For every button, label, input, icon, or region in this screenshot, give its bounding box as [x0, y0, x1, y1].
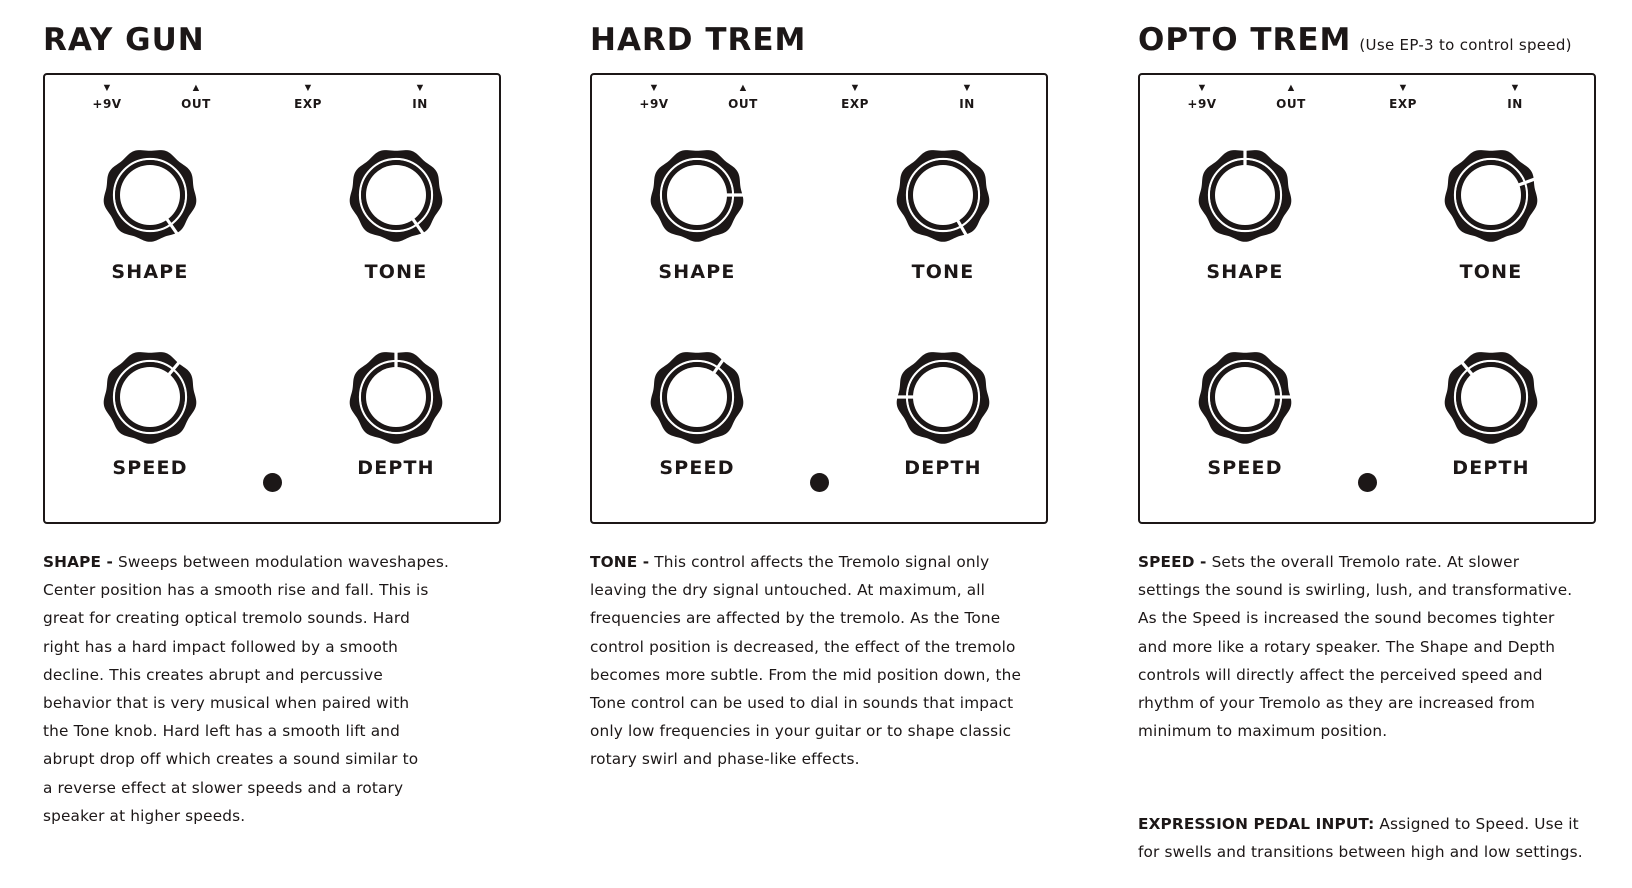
tone-description	[590, 548, 1065, 774]
tone-knob[interactable]	[348, 147, 444, 243]
knob-cap	[667, 367, 727, 427]
shape-knob[interactable]	[649, 147, 745, 243]
description-text: Sweeps between modulation waveshapes.	[113, 553, 449, 571]
jack-power[interactable]	[1172, 81, 1232, 111]
description-line	[43, 717, 518, 745]
description-text: great for creating optical tremolo sounds. Hard	[43, 609, 410, 628]
description-line	[43, 633, 518, 661]
description-line	[43, 745, 518, 773]
description-text: speaker at higher speeds.	[43, 806, 246, 825]
jack-arrow-icon: ▼	[302, 82, 314, 94]
pedal-title: OPTO TREM	[1138, 22, 1352, 58]
description-text: abrupt drop off which creates a sound similar to	[43, 750, 419, 769]
description-line	[43, 548, 518, 576]
knob-graphic	[895, 147, 991, 243]
description-line	[43, 661, 518, 689]
jack-arrow-icon: ▼	[101, 82, 113, 94]
jack-arrow-icon: ▲	[190, 82, 202, 94]
description-line	[1138, 717, 1613, 745]
pedal-title: RAY GUN	[43, 22, 205, 58]
depth-knob-label: DEPTH	[357, 457, 435, 479]
pedal-title-row	[590, 22, 806, 58]
jack-out[interactable]	[713, 81, 773, 111]
knob-cap	[366, 367, 426, 427]
description-line	[1138, 633, 1613, 661]
speed-description	[1138, 548, 1613, 745]
knob-cap	[120, 367, 180, 427]
knob-cap	[913, 165, 973, 225]
description-text: right has a hard impact followed by a smooth	[43, 637, 398, 656]
tone-knob[interactable]	[1443, 147, 1539, 243]
status-led	[1358, 473, 1377, 492]
jack-arrow-icon: ▼	[414, 82, 426, 94]
depth-knob[interactable]	[1443, 349, 1539, 445]
knob-graphic	[348, 349, 444, 445]
speed-knob-label: SPEED	[112, 457, 188, 479]
jack-arrow-icon: ▲	[1285, 82, 1297, 94]
expression-description	[1138, 810, 1613, 866]
jack-label: EXP	[841, 97, 869, 111]
knob-graphic	[102, 349, 198, 445]
knob-cap	[366, 165, 426, 225]
jack-label: IN	[1507, 97, 1523, 111]
description-text: only low frequencies in your guitar or to shape classic	[590, 722, 1012, 741]
description-text: settings the sound is swirling, lush, and transformative.	[1138, 581, 1573, 600]
pedal-enclosure	[1138, 73, 1596, 524]
knob-cap	[667, 165, 727, 225]
knob-graphic	[1197, 147, 1293, 243]
description-heading: SHAPE -	[43, 553, 114, 571]
description-line	[1138, 810, 1613, 838]
knob-cap	[120, 165, 180, 225]
jack-label: +9V	[92, 97, 122, 111]
speed-knob[interactable]	[649, 349, 745, 445]
jack-label: OUT	[181, 97, 211, 111]
jack-label: +9V	[1187, 97, 1217, 111]
speed-knob-label: SPEED	[659, 457, 735, 479]
knob-cap	[1215, 367, 1275, 427]
description-text: rotary swirl and phase-like effects.	[590, 750, 860, 769]
depth-knob-label: DEPTH	[1452, 457, 1530, 479]
jack-arrow-icon: ▼	[849, 82, 861, 94]
knob-cap	[1215, 165, 1275, 225]
description-line	[1138, 689, 1613, 717]
jack-exp[interactable]	[825, 81, 885, 111]
description-line	[1138, 576, 1613, 604]
jack-out[interactable]	[166, 81, 226, 111]
description-text: for swells and transitions between high and low settings.	[1138, 843, 1583, 862]
description-text: Assigned to Speed. Use it	[1374, 815, 1579, 833]
knob-graphic	[649, 349, 745, 445]
tone-knob-label: TONE	[911, 261, 975, 283]
jack-label: OUT	[728, 97, 758, 111]
pedal-note: (Use EP-3 to control speed)	[1359, 36, 1572, 54]
description-heading: EXPRESSION PEDAL INPUT:	[1138, 815, 1375, 833]
description-line	[1138, 661, 1613, 689]
knob-graphic	[1197, 349, 1293, 445]
description-line	[43, 802, 518, 830]
description-line	[590, 633, 1065, 661]
speed-knob[interactable]	[1197, 349, 1293, 445]
description-heading: TONE -	[590, 553, 650, 571]
knob-cap	[913, 367, 973, 427]
description-text: becomes more subtle. From the mid position down, the	[590, 665, 1022, 684]
jack-power[interactable]	[77, 81, 137, 111]
description-text: Center position has a smooth rise and fall. This is	[43, 581, 429, 600]
description-text: control position is decreased, the effect of the tremolo	[590, 637, 1016, 656]
knob-graphic	[1443, 349, 1539, 445]
description-text: decline. This creates abrupt and percussive	[43, 665, 383, 684]
pedal-title-row	[43, 22, 205, 58]
description-line	[1138, 604, 1613, 632]
knob-cap	[1461, 367, 1521, 427]
knob-graphic	[102, 147, 198, 243]
description-line	[590, 745, 1065, 773]
jack-arrow-icon: ▼	[1509, 82, 1521, 94]
jack-label: EXP	[294, 97, 322, 111]
jack-label: EXP	[1389, 97, 1417, 111]
shape-knob[interactable]	[1197, 147, 1293, 243]
description-text: This control affects the Tremolo signal only	[649, 553, 990, 571]
pedal-enclosure	[590, 73, 1048, 524]
jack-exp[interactable]	[278, 81, 338, 111]
pedal-enclosure	[43, 73, 501, 524]
speed-knob[interactable]	[102, 349, 198, 445]
description-text: rhythm of your Tremolo as they are increased from	[1138, 694, 1536, 713]
jack-arrow-icon: ▼	[1397, 82, 1409, 94]
description-line	[1138, 548, 1613, 576]
jack-in[interactable]	[390, 81, 450, 111]
jack-label: IN	[959, 97, 975, 111]
description-text: the Tone knob. Hard left has a smooth lift and	[43, 722, 400, 741]
jack-arrow-icon: ▼	[961, 82, 973, 94]
pedal-title: HARD TREM	[590, 22, 807, 58]
jack-label: IN	[412, 97, 428, 111]
knob-graphic	[1443, 147, 1539, 243]
jack-arrow-icon: ▲	[737, 82, 749, 94]
depth-knob[interactable]	[348, 349, 444, 445]
status-led	[263, 473, 282, 492]
description-line	[590, 548, 1065, 576]
description-text: frequencies are affected by the tremolo. As the Tone	[590, 609, 1001, 628]
status-led	[810, 473, 829, 492]
description-line	[590, 689, 1065, 717]
tone-knob-label: TONE	[1459, 261, 1523, 283]
description-text: leaving the dry signal untouched. At maximum, all	[590, 581, 986, 600]
depth-knob[interactable]	[895, 349, 991, 445]
description-text: As the Speed is increased the sound becomes tighter	[1138, 609, 1555, 628]
description-text: Sets the overall Tremolo rate. At slower	[1206, 553, 1520, 571]
description-text: behavior that is very musical when paired with	[43, 694, 410, 713]
pedal-title-row	[1138, 22, 1572, 58]
description-text: Tone control can be used to dial in sounds that impact	[590, 694, 1014, 713]
description-line	[590, 717, 1065, 745]
shape-description	[43, 548, 518, 830]
jack-exp[interactable]	[1373, 81, 1433, 111]
description-line	[590, 661, 1065, 689]
tone-knob-label: TONE	[364, 261, 428, 283]
description-line	[1138, 838, 1613, 866]
knob-graphic	[348, 147, 444, 243]
jack-in[interactable]	[1485, 81, 1545, 111]
shape-knob-label: SHAPE	[658, 261, 736, 283]
shape-knob-label: SHAPE	[111, 261, 189, 283]
description-line	[43, 604, 518, 632]
shape-knob-label: SHAPE	[1206, 261, 1284, 283]
description-text: a reverse effect at slower speeds and a rotary	[43, 778, 404, 797]
description-line	[590, 576, 1065, 604]
tone-knob[interactable]	[895, 147, 991, 243]
knob-cap	[1461, 165, 1521, 225]
jack-in[interactable]	[937, 81, 997, 111]
description-text: minimum to maximum position.	[1138, 722, 1388, 741]
description-heading: SPEED -	[1138, 553, 1207, 571]
jack-arrow-icon: ▼	[648, 82, 660, 94]
description-text: and more like a rotary speaker. The Shape and Depth	[1138, 637, 1556, 656]
description-text: controls will directly affect the perceived speed and	[1138, 665, 1543, 684]
jack-label: +9V	[639, 97, 669, 111]
description-line	[43, 689, 518, 717]
knob-graphic	[895, 349, 991, 445]
description-line	[43, 774, 518, 802]
description-line	[43, 576, 518, 604]
jack-power[interactable]	[624, 81, 684, 111]
speed-knob-label: SPEED	[1207, 457, 1283, 479]
knob-graphic	[649, 147, 745, 243]
description-line	[590, 604, 1065, 632]
jack-arrow-icon: ▼	[1196, 82, 1208, 94]
depth-knob-label: DEPTH	[904, 457, 982, 479]
jack-out[interactable]	[1261, 81, 1321, 111]
jack-label: OUT	[1276, 97, 1306, 111]
shape-knob[interactable]	[102, 147, 198, 243]
